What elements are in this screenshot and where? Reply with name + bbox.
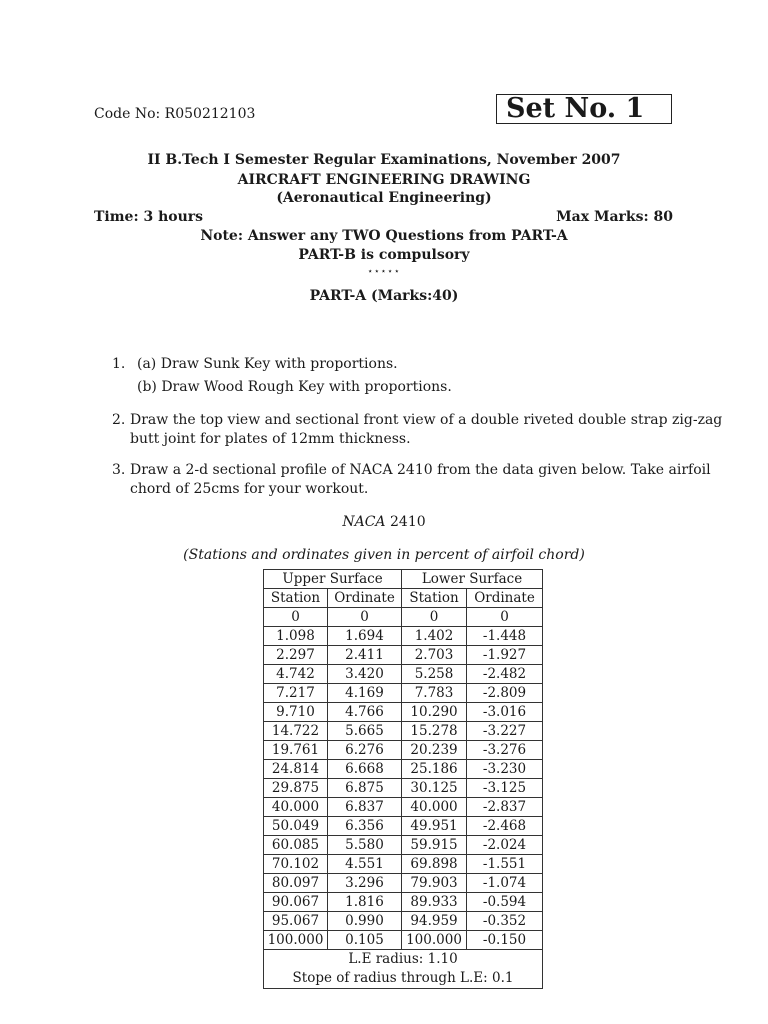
table-cell: -1.927 [467,646,543,665]
table-cell: 15.278 [402,722,467,741]
table-cell: 59.915 [402,836,467,855]
table-footer-row [264,950,543,970]
table-row [264,646,543,665]
table-cell: 7.783 [402,684,467,703]
table-cell: 20.239 [402,741,467,760]
question-2-number: 2. [112,412,126,428]
upper-surface-header: Upper Surface [264,570,402,589]
table-cell: -3.230 [467,760,543,779]
table-row [264,855,543,874]
table-title [0,514,768,530]
question-2-line-1: Draw the top view and sectional front view of a double riveted double strap zig-zag [130,412,723,428]
table-cell: 0.990 [328,912,402,931]
table-cell: 94.959 [402,912,467,931]
table-row [264,912,543,931]
table-row [264,741,543,760]
column-header: Station [402,589,467,608]
table-cell: 0 [467,608,543,627]
table-cell: 25.186 [402,760,467,779]
table-cell: 70.102 [264,855,328,874]
table-row [264,874,543,893]
table-row [264,798,543,817]
table-cell: 14.722 [264,722,328,741]
instruction-note-2: PART-B is compulsory [298,247,470,263]
table-row [264,608,543,627]
table-cell: 5.665 [328,722,402,741]
table-cell: 100.000 [402,931,467,950]
table-row [264,703,543,722]
table-cell: -1.448 [467,627,543,646]
table-cell: 24.814 [264,760,328,779]
table-cell: -2.837 [467,798,543,817]
table-cell: 100.000 [264,931,328,950]
table-cell: 2.411 [328,646,402,665]
column-header: Ordinate [467,589,543,608]
table-cell: 6.837 [328,798,402,817]
table-cell: -0.594 [467,893,543,912]
subject-title: AIRCRAFT ENGINEERING DRAWING [237,172,531,188]
table-cell: 3.420 [328,665,402,684]
table-cell: 89.933 [402,893,467,912]
table-cell: 9.710 [264,703,328,722]
table-cell: 50.049 [264,817,328,836]
table-row [264,684,543,703]
table-cell: -3.227 [467,722,543,741]
table-cell: -3.125 [467,779,543,798]
part-heading: PART-A (Marks:40) [309,288,459,304]
table-cell: 69.898 [402,855,467,874]
instruction-note: Note: Answer any TWO Questions from PART-A [200,228,568,244]
table-cell: 5.258 [402,665,467,684]
table-cell: 4.742 [264,665,328,684]
table-cell: -1.551 [467,855,543,874]
table-cell: 4.766 [328,703,402,722]
table-cell: -2.809 [467,684,543,703]
airfoil-data-table [263,569,543,989]
table-cell: -3.016 [467,703,543,722]
table-cell: 6.356 [328,817,402,836]
max-marks: Max Marks: 80 [556,209,673,225]
table-row [264,931,543,950]
table-cell: 90.067 [264,893,328,912]
lower-surface-header: Lower Surface [402,570,543,589]
table-row [264,893,543,912]
separator-stars: ⋆⋆⋆⋆⋆ [367,267,401,277]
table-cell: 6.276 [328,741,402,760]
branch-name: (Aeronautical Engineering) [276,190,492,206]
table-cell: 79.903 [402,874,467,893]
table-cell: 4.169 [328,684,402,703]
table-cell: 0 [402,608,467,627]
table-cell: -2.482 [467,665,543,684]
table-row [264,627,543,646]
table-cell: 6.668 [328,760,402,779]
exam-title: II B.Tech I Semester Regular Examinations, November 2007 [147,152,621,168]
table-title-prefix: NACA [342,514,386,530]
table-cell: 49.951 [402,817,467,836]
table-cell: -0.352 [467,912,543,931]
column-header: Station [264,589,328,608]
table-cell: 2.297 [264,646,328,665]
table-row [264,760,543,779]
table-cell: 1.816 [328,893,402,912]
table-cell: 0 [264,608,328,627]
table-cell: -0.150 [467,931,543,950]
table-cell: 2.703 [402,646,467,665]
table-cell: 40.000 [264,798,328,817]
question-1a: (a) Draw Sunk Key with proportions. [137,356,398,372]
table-cell: 29.875 [264,779,328,798]
table-cell: -3.276 [467,741,543,760]
table-cell: 1.098 [264,627,328,646]
table-cell: 0 [328,608,402,627]
table-caption: (Stations and ordinates given in percent of airfoil chord) [183,547,585,563]
table-cell: 5.580 [328,836,402,855]
table-footer-row [264,969,543,989]
question-1-number: 1. [112,356,126,372]
question-3-line-1: Draw a 2-d sectional profile of NACA 2410 from the data given below. Take airfoil [130,462,711,478]
table-cell: 30.125 [402,779,467,798]
question-3-number: 3. [112,462,126,478]
table-row [264,817,543,836]
table-cell: -2.468 [467,817,543,836]
column-header: Ordinate [328,589,402,608]
set-number-box: Set No. 1 [496,94,672,124]
table-row [264,779,543,798]
table-cell: 60.085 [264,836,328,855]
table-cell: 1.402 [402,627,467,646]
table-cell: 6.875 [328,779,402,798]
table-cell: -2.024 [467,836,543,855]
table-title-number: 2410 [390,514,426,530]
table-cell: 3.296 [328,874,402,893]
table-cell: 80.097 [264,874,328,893]
table-cell: -1.074 [467,874,543,893]
table-row [264,722,543,741]
time-duration: Time: 3 hours [94,209,204,225]
table-row [264,836,543,855]
table-cell: 40.000 [402,798,467,817]
table-cell: 1.694 [328,627,402,646]
question-3-line-2: chord of 25cms for your workout. [130,481,369,497]
question-1b: (b) Draw Wood Rough Key with proportions. [137,379,452,395]
table-cell: 4.551 [328,855,402,874]
table-footer-footer1: L.E radius: 1.10 [264,950,543,970]
table-cell: 10.290 [402,703,467,722]
table-cell: 95.067 [264,912,328,931]
table-cell: 19.761 [264,741,328,760]
table-footer-footer2: Stope of radius through L.E: 0.1 [264,969,543,989]
table-cell: 7.217 [264,684,328,703]
table-cell: 0.105 [328,931,402,950]
question-2-line-2: butt joint for plates of 12mm thickness. [130,431,411,447]
code-number: Code No: R050212103 [94,106,256,122]
table-row [264,665,543,684]
